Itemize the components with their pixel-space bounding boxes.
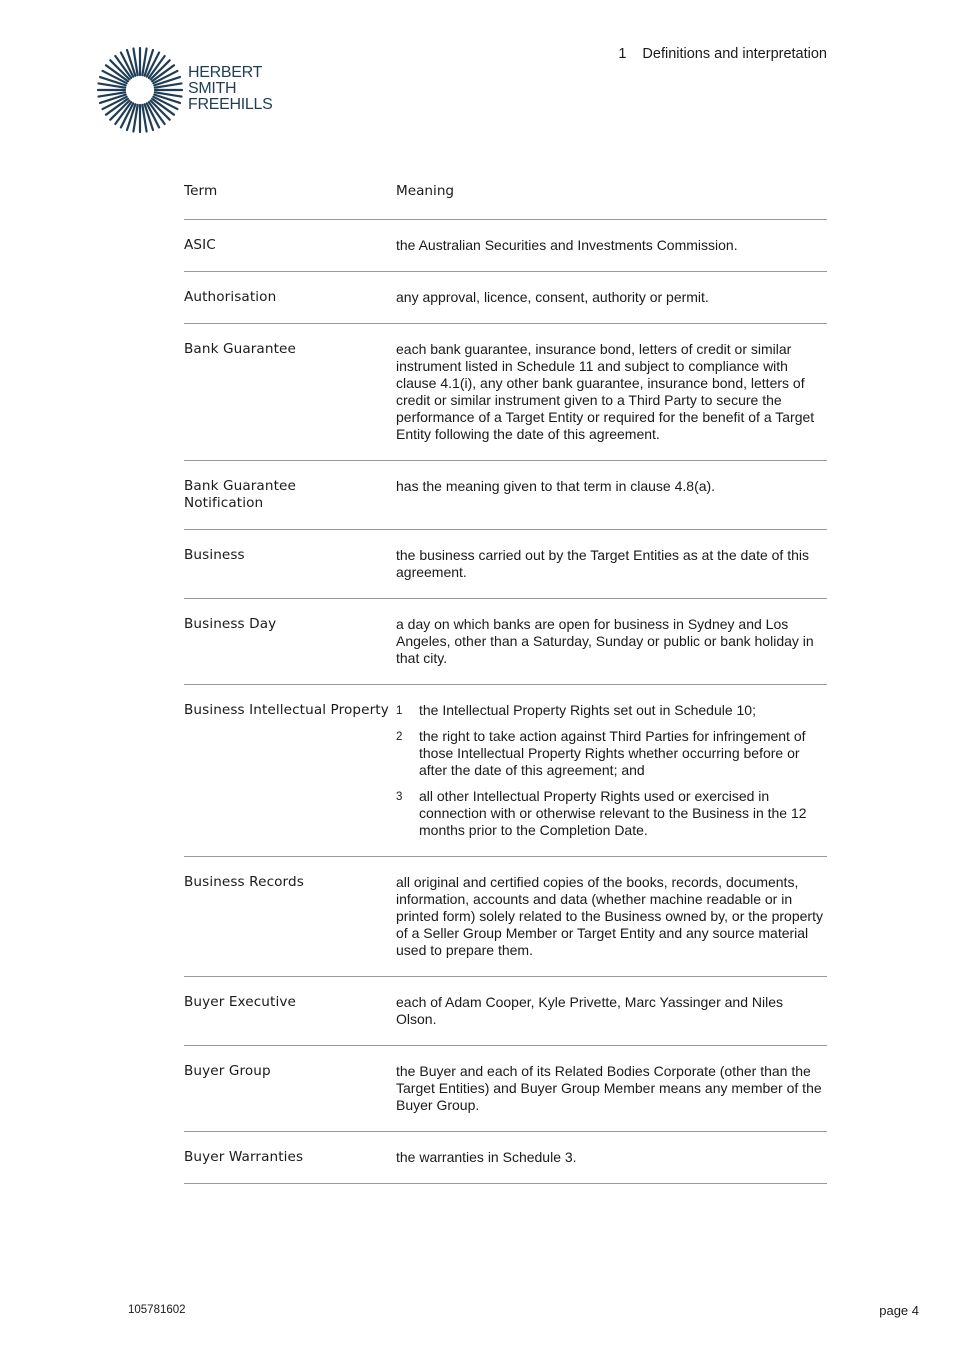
term-cell: Business (184, 530, 396, 599)
logo-line-3: FREEHILLS (188, 96, 273, 113)
document-number: 105781602 (128, 1304, 186, 1316)
table-row (184, 1046, 827, 1132)
numbered-list (396, 702, 823, 839)
meaning-cell: each bank guarantee, insurance bond, letters of credit or similar instrument listed in Schedule 11 and subject to compliance with clause 4.1(i), any other bank guarantee, insurance bond, letters of credit or similar instrument given to a Third Party to secure the performance of a Target Entity or required for the benefit of a Target Entity following the date of this agreement. (396, 324, 827, 461)
term-cell: Buyer Warranties (184, 1132, 396, 1184)
meaning-cell: each of Adam Cooper, Kyle Privette, Marc Yassinger and Niles Olson. (396, 977, 827, 1046)
list-item-number: 1 (396, 705, 403, 717)
list-item-text: the right to take action against Third Parties for infringement of those Intellectual Property Rights whether occurring before or after the date of this agreement; and (419, 728, 806, 778)
list-item-text: the Intellectual Property Rights set out in Schedule 10; (419, 702, 756, 718)
sunburst-icon (95, 45, 185, 135)
table-header-row (184, 166, 827, 220)
table-row (184, 977, 827, 1046)
logo-line-2: SMITH (188, 80, 237, 97)
table-row (184, 272, 827, 324)
meaning-cell: a day on which banks are open for business in Sydney and Los Angeles, other than a Saturday, Sunday or public or bank holiday in that city. (396, 599, 827, 685)
meaning-cell: has the meaning given to that term in clause 4.8(a). (396, 461, 827, 530)
meaning-cell: the warranties in Schedule 3. (396, 1132, 827, 1184)
term-cell: Business Intellectual Property (184, 685, 396, 857)
column-header-term: Term (184, 166, 396, 220)
column-header-meaning: Meaning (396, 166, 827, 220)
company-logo (95, 45, 285, 135)
term-cell: Buyer Executive (184, 977, 396, 1046)
term-cell: Business Records (184, 857, 396, 977)
table-row (184, 324, 827, 461)
term-cell: Buyer Group (184, 1046, 396, 1132)
term-cell: Business Day (184, 599, 396, 685)
list-item (396, 702, 823, 719)
page-number: page 4 (879, 1303, 919, 1318)
term-cell: Authorisation (184, 272, 396, 324)
table-row (184, 599, 827, 685)
term-cell: ASIC (184, 220, 396, 272)
list-item-text: all other Intellectual Property Rights used or exercised in connection with or otherwise relevant to the Business in the 12 months prior to the Completion Date. (419, 788, 807, 838)
meaning-cell: any approval, licence, consent, authority or permit. (396, 272, 827, 324)
definitions-table (184, 166, 827, 1184)
list-item-number: 2 (396, 731, 403, 743)
meaning-cell: the business carried out by the Target Entities as at the date of this agreement. (396, 530, 827, 599)
table-row (184, 530, 827, 599)
section-title: Definitions and interpretation (642, 46, 827, 62)
table-row (184, 685, 827, 857)
table-row (184, 461, 827, 530)
list-item (396, 728, 823, 779)
logo-wordmark (188, 65, 272, 113)
logo-line-1: HERBERT (188, 64, 263, 81)
table-row (184, 220, 827, 272)
meaning-cell (396, 685, 827, 857)
section-number: 1 (618, 46, 627, 62)
term-cell: Bank Guarantee Notification (184, 461, 396, 530)
table-row (184, 857, 827, 977)
list-item-number: 3 (396, 791, 403, 803)
meaning-cell: the Australian Securities and Investments Commission. (396, 220, 827, 272)
table-row (184, 1132, 827, 1184)
term-cell: Bank Guarantee (184, 324, 396, 461)
list-item (396, 788, 823, 839)
meaning-cell: the Buyer and each of its Related Bodies Corporate (other than the Target Entities) and Buyer Group Member means any member of the Buyer Group. (396, 1046, 827, 1132)
meaning-cell: all original and certified copies of the books, records, documents, information, accounts and data (whether machine readable or in printed form) solely related to the Business owned by, or the property of a Seller Group Member or Target Entity and any source material used to prepare them. (396, 857, 827, 977)
running-header (618, 46, 827, 62)
